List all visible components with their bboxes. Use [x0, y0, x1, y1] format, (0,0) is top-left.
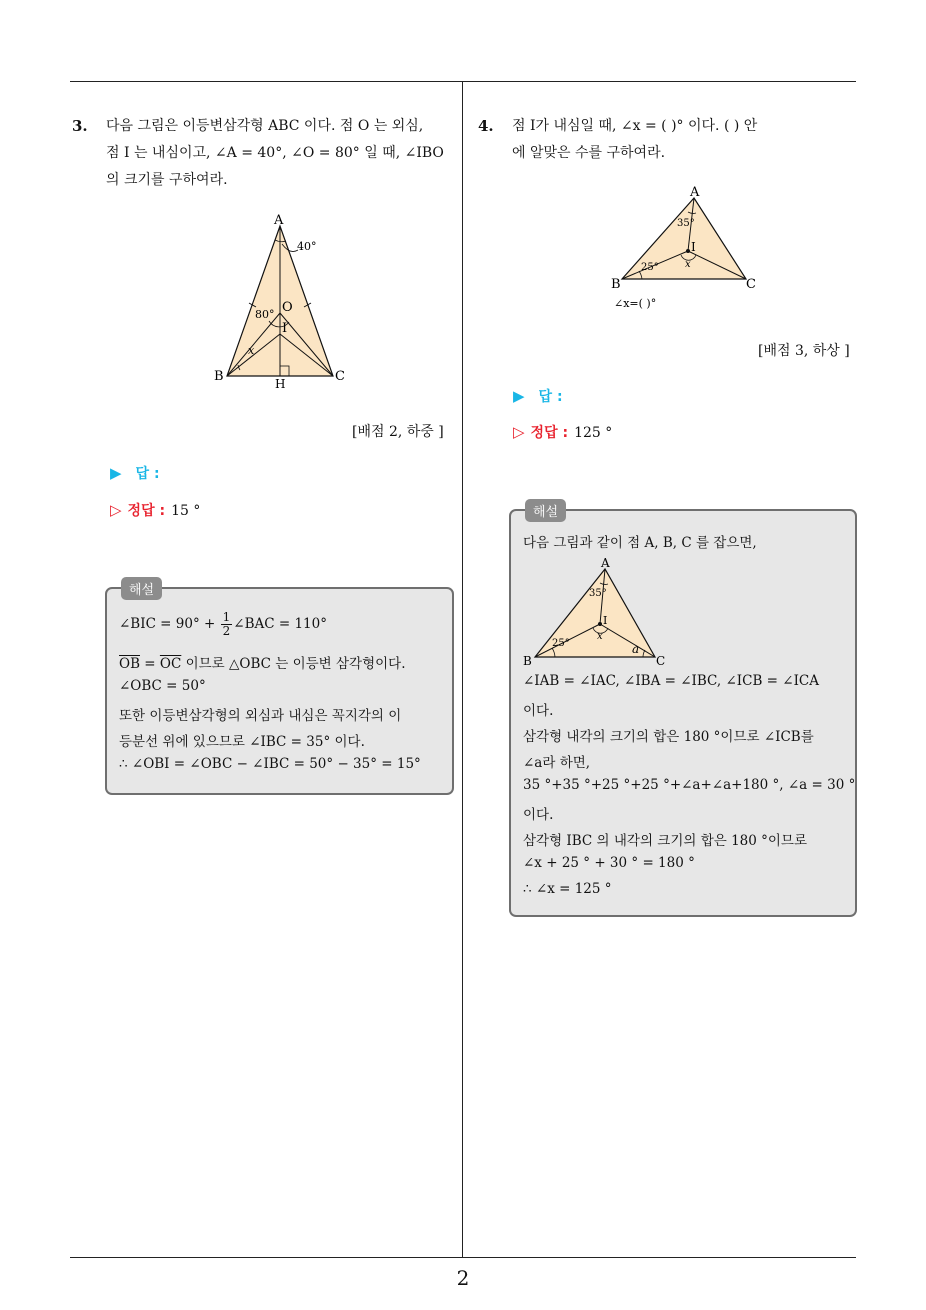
question-4-line: 점 I가 내심일 때, ∠x = ( )° 이다. ( ) 안	[512, 118, 758, 134]
label-i: I	[282, 321, 288, 336]
solution-line: ∠x + 25 ° + 30 ° = 180 °	[523, 855, 695, 871]
answer-triangle-icon: ▶	[110, 464, 122, 482]
correct-value: 15 °	[171, 503, 201, 519]
question-4-number: 4.	[478, 117, 494, 135]
solution-text: ∠BIC = 90° +	[119, 616, 216, 632]
question-3-line: 다음 그림은 이등변삼각형 ABC 이다. 점 O 는 외심,	[106, 118, 424, 134]
solution-figure	[519, 557, 679, 667]
label-c: C	[746, 277, 756, 292]
solution-line	[119, 611, 327, 638]
solution-line: 다음 그림과 같이 점 A, B, C 를 잡으면,	[523, 535, 757, 551]
label-angle-o: 80°	[255, 308, 275, 321]
solution-line: ∠a라 하면,	[523, 755, 591, 771]
question-4-solution-box	[509, 505, 857, 917]
correct-triangle-icon: ▷	[110, 501, 122, 519]
question-4-score: [배점 3, 하상 ]	[758, 343, 850, 359]
question-3-figure	[205, 208, 355, 393]
label-h: H	[275, 377, 286, 391]
answer-label: 답 :	[538, 389, 563, 405]
correct-label: 정답 :	[530, 425, 569, 441]
solution-line: ∴ ∠x = 125 °	[523, 881, 612, 897]
top-rule	[70, 81, 856, 82]
solution-line: 삼각형 IBC 의 내각의 크기의 합은 180 °이므로	[523, 833, 808, 849]
solution-tag: 해설	[525, 499, 566, 522]
solution-line: 이다.	[523, 703, 554, 719]
solution-tag: 해설	[121, 577, 162, 600]
question-3-text	[106, 113, 444, 194]
question-3-number: 3.	[72, 117, 88, 135]
label-o: O	[282, 300, 293, 315]
label-a: A	[274, 213, 284, 228]
label-angle-a: 40°	[297, 240, 317, 253]
page-number: 2	[456, 1266, 470, 1290]
segment-oc: $\overline{OC}$	[159, 656, 182, 672]
question-4-text	[512, 113, 757, 167]
solution-line: 이다.	[523, 807, 554, 823]
question-4-answer-row	[513, 386, 563, 406]
correct-value: 125 °	[574, 425, 613, 441]
fraction-denominator: 2	[222, 624, 231, 638]
fraction-numerator: 1	[222, 610, 231, 624]
fraction	[221, 611, 233, 638]
solution-text: =	[140, 656, 160, 672]
label-x: x	[597, 631, 603, 642]
solution-line	[119, 652, 406, 672]
label-i: I	[691, 240, 696, 254]
answer-label: 답 :	[135, 466, 160, 482]
point-i	[598, 622, 602, 626]
solution-line: 35 °+35 °+25 °+25 °+∠a+∠a+180 °, ∠a = 30 °	[523, 777, 856, 793]
label-angle-b: 25°	[552, 638, 570, 649]
segment-ob: $\overline{OB}$	[119, 656, 140, 672]
correct-triangle-icon: ▷	[513, 423, 525, 441]
solution-line: ∴ ∠OBI = ∠OBC − ∠IBC = 50° − 35° = 15°	[119, 756, 421, 772]
label-x: x	[248, 344, 255, 357]
label-x: x	[685, 259, 691, 270]
label-b: B	[214, 369, 224, 384]
question-4-figure	[606, 183, 766, 313]
column-divider	[462, 81, 463, 1258]
label-angle-b: 25°	[641, 262, 659, 273]
label-angle-a: 35°	[589, 588, 607, 599]
label-b: B	[611, 277, 621, 292]
correct-label: 정답 :	[127, 503, 166, 519]
question-3-line: 점 I 는 내심이고, ∠A = 40°, ∠O = 80° 일 때, ∠IBO	[106, 145, 444, 161]
question-3-correct-row	[110, 500, 200, 520]
label-angle-a: 35°	[677, 218, 695, 229]
question-3-line: 의 크기를 구하여라.	[106, 172, 228, 188]
solution-line: 삼각형 내각의 크기의 합은 180 °이므로 ∠ICB를	[523, 729, 814, 745]
question-4-line: 에 알맞은 수를 구하여라.	[512, 145, 666, 161]
point-i	[686, 249, 690, 253]
label-a: A	[690, 185, 700, 200]
answer-triangle-icon: ▶	[513, 387, 525, 405]
figure-caption: ∠x=( )°	[614, 297, 657, 310]
question-4-correct-row	[513, 422, 612, 442]
label-a-angle: a	[632, 642, 640, 656]
solution-line: ∠OBC = 50°	[119, 678, 206, 694]
solution-line: 등분선 위에 있으므로 ∠IBC = 35° 이다.	[119, 734, 365, 750]
label-a: A	[601, 557, 610, 570]
question-3-solution-box	[105, 583, 454, 795]
solution-text: 이므로 △OBC 는 이등변 삼각형이다.	[181, 656, 406, 672]
label-i: I	[603, 614, 608, 627]
solution-line: ∠IAB = ∠IAC, ∠IBA = ∠IBC, ∠ICB = ∠ICA	[523, 673, 819, 689]
question-3-answer-row	[110, 463, 160, 483]
solution-text: ∠BAC = 110°	[233, 616, 327, 632]
label-b: B	[523, 654, 532, 667]
question-3-score: [배점 2, 하중 ]	[352, 424, 444, 440]
label-c: C	[656, 654, 666, 667]
label-c: C	[335, 369, 345, 384]
solution-line: 또한 이등변삼각형의 외심과 내심은 꼭지각의 이	[119, 708, 402, 724]
bottom-rule	[70, 1257, 856, 1258]
